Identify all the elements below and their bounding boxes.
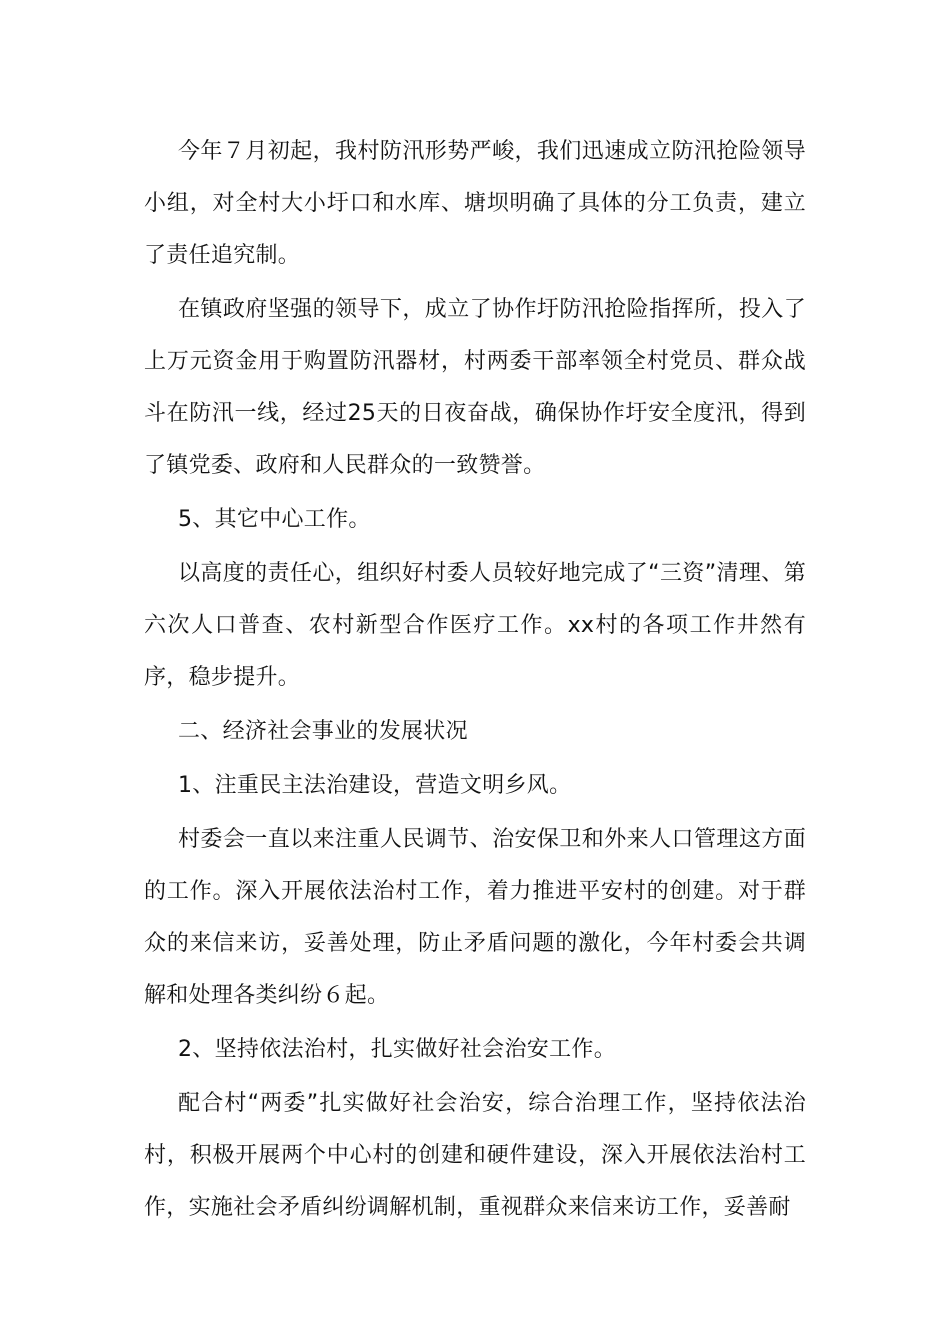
document-body <box>144 126 806 1236</box>
paragraph-other-work: 以高度的责任心，组织好村委人员较好地完成了“三资”清理、第六次人口普查、农村新型合作医疗工作。xx村的各项工作井然有序，稳步提升。 <box>144 561 806 690</box>
heading-other-work: 5、其它中心工作。 <box>178 507 371 532</box>
paragraph-mediation: 村委会一直以来注重人民调节、治安保卫和外来人口管理这方面的工作。深入开展依法治村工作，着力推进平安村的创建。对于群众的来信来访，妥善处理，防止矛盾问题的激化，今年村委会共调解和处理各类纠纷６起。 <box>144 827 806 1008</box>
heading-democracy: 1、注重民主法治建设，营造文明乡风。 <box>178 773 572 798</box>
paragraph-public-security: 配合村“两委”扎实做好社会治安，综合治理工作，坚持依法治村，积极开展两个中心村的创建和硬件建设，深入开展依法治村工作，实施社会矛盾纠纷调解机制，重视群众来信来访工作，妥善耐 <box>144 1091 806 1220</box>
heading-section-two: 二、经济社会事业的发展状况 <box>178 719 468 744</box>
heading-rule-of-law: 2、坚持依法治村，扎实做好社会治安工作。 <box>178 1037 616 1062</box>
paragraph-flood-start: 今年７月初起，我村防汛形势严峻，我们迅速成立防汛抢险领导小组，对全村大小圩口和水库、塘坝明确了具体的分工负责，建立了责任追究制。 <box>144 139 806 268</box>
paragraph-flood-command: 在镇政府坚强的领导下，成立了协作圩防汛抢险指挥所，投入了上万元资金用于购置防汛器材，村两委干部率领全村党员、群众战斗在防汛一线，经过25天的日夜奋战，确保协作圩安全度汛，得到了镇党委、政府和人民群众的一致赞誉。 <box>144 297 806 478</box>
